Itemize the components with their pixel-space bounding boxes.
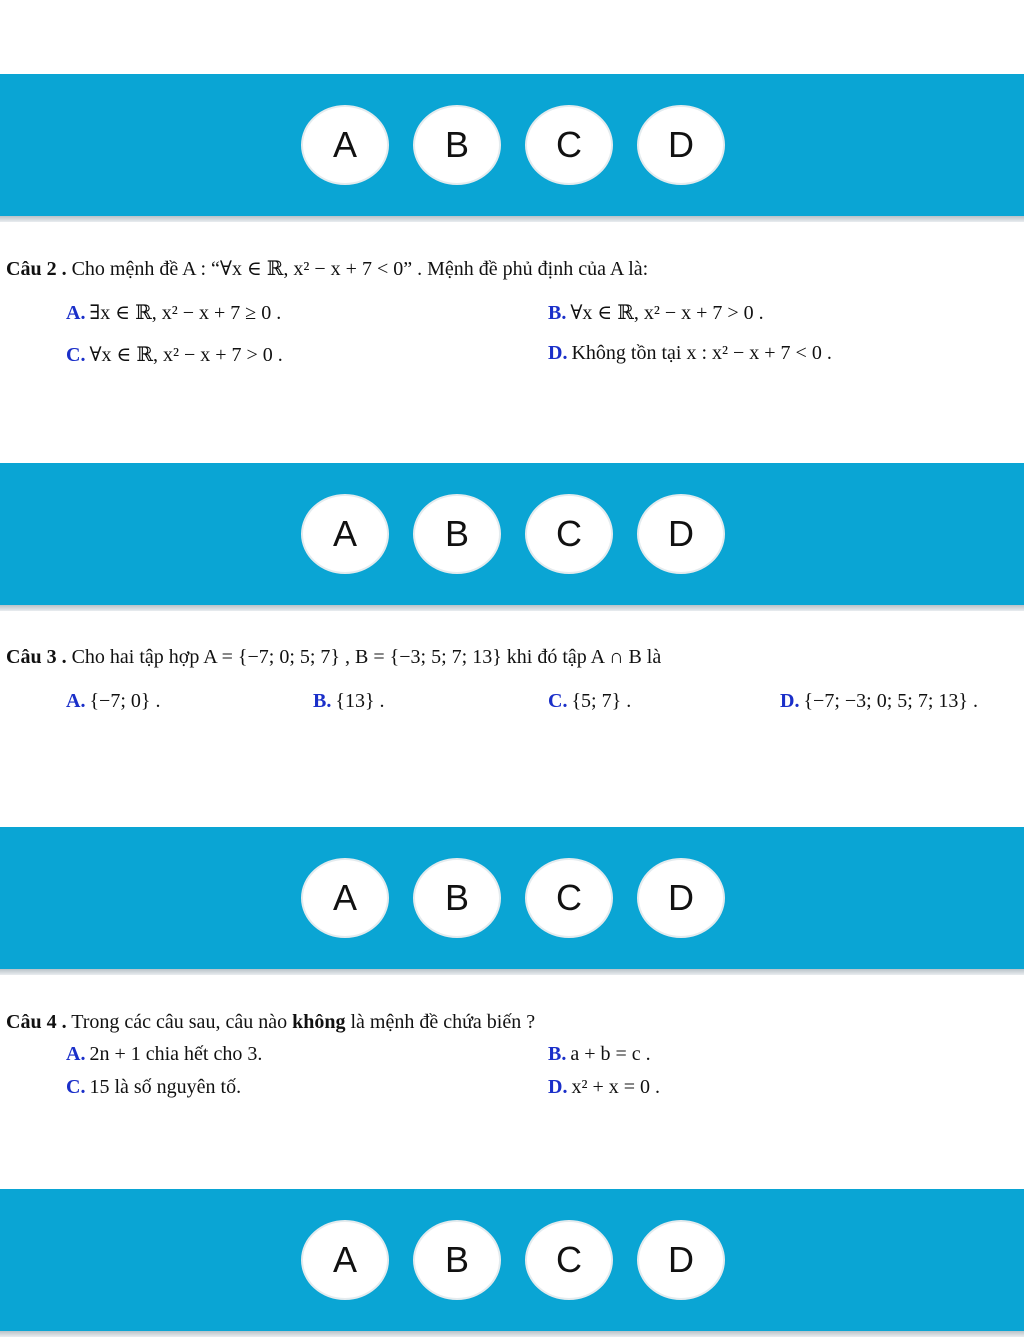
option-c[interactable]	[66, 342, 283, 367]
choice-b-button[interactable]: B	[413, 858, 501, 938]
option-letter: B.	[313, 690, 332, 712]
choice-a-button[interactable]: A	[301, 494, 389, 574]
option-letter: D.	[548, 1076, 568, 1098]
choice-b-button[interactable]: B	[413, 1220, 501, 1300]
answer-band-3	[0, 827, 1024, 969]
question-3-stem	[6, 646, 661, 669]
option-letter: A.	[66, 302, 86, 324]
option-d[interactable]	[548, 342, 832, 365]
question-2-stem	[6, 256, 648, 281]
choice-b-button[interactable]: B	[413, 105, 501, 185]
question-text-before: Trong các câu sau, câu nào	[71, 1011, 293, 1033]
choice-d-button[interactable]: D	[637, 494, 725, 574]
option-text: ∀x ∈ ℝ, x² − x + 7 > 0 .	[570, 302, 764, 324]
question-text: Cho mệnh đề A : “∀x ∈ ℝ, x² − x + 7 < 0” . Mệnh đề phủ định của A là:	[71, 258, 649, 280]
option-letter: B.	[548, 302, 567, 324]
question-number: Câu 2 .	[6, 258, 67, 280]
option-letter: B.	[548, 1043, 567, 1065]
choice-d-button[interactable]: D	[637, 105, 725, 185]
option-text: {13} .	[335, 690, 385, 712]
option-c[interactable]	[548, 690, 631, 713]
option-text: 2n + 1 chia hết cho 3.	[89, 1043, 263, 1065]
choice-c-button[interactable]: C	[525, 105, 613, 185]
option-text: {−7; 0} .	[89, 690, 161, 712]
question-text-after: là mệnh đề chứa biến ?	[345, 1011, 536, 1033]
question-number: Câu 4 .	[6, 1011, 67, 1033]
option-text: Không tồn tại x : x² − x + 7 < 0 .	[571, 342, 832, 364]
choice-a-button[interactable]: A	[301, 105, 389, 185]
question-keyword: không	[292, 1011, 346, 1033]
option-text: ∃x ∈ ℝ, x² − x + 7 ≥ 0 .	[89, 302, 282, 324]
option-b[interactable]	[548, 1043, 651, 1066]
option-text: 15 là số nguyên tố.	[89, 1076, 242, 1098]
choice-b-button[interactable]: B	[413, 494, 501, 574]
option-letter: D.	[548, 342, 568, 364]
option-d[interactable]	[780, 690, 978, 713]
option-a[interactable]	[66, 1043, 262, 1066]
option-letter: C.	[66, 344, 86, 366]
option-c[interactable]	[66, 1076, 241, 1099]
option-text: a + b = c .	[570, 1043, 651, 1065]
option-letter: C.	[66, 1076, 86, 1098]
option-text: {−7; −3; 0; 5; 7; 13} .	[803, 690, 978, 712]
option-text: ∀x ∈ ℝ, x² − x + 7 > 0 .	[89, 344, 283, 366]
option-text: {5; 7} .	[571, 690, 632, 712]
option-text: x² + x = 0 .	[571, 1076, 661, 1098]
choice-c-button[interactable]: C	[525, 1220, 613, 1300]
choice-c-button[interactable]: C	[525, 858, 613, 938]
answer-band-4	[0, 1189, 1024, 1331]
option-a[interactable]	[66, 300, 281, 325]
question-number: Câu 3 .	[6, 646, 67, 668]
option-letter: A.	[66, 1043, 86, 1065]
choice-d-button[interactable]: D	[637, 1220, 725, 1300]
answer-band-1	[0, 74, 1024, 216]
choice-a-button[interactable]: A	[301, 858, 389, 938]
answer-band-2	[0, 463, 1024, 605]
option-a[interactable]	[66, 690, 161, 713]
question-text: Cho hai tập hợp A = {−7; 0; 5; 7} , B = {−3; 5; 7; 13} khi đó tập A ∩ B là	[71, 646, 662, 668]
option-b[interactable]	[548, 300, 764, 325]
option-letter: C.	[548, 690, 568, 712]
option-letter: A.	[66, 690, 86, 712]
option-b[interactable]	[313, 690, 385, 713]
option-letter: D.	[780, 690, 800, 712]
option-d[interactable]	[548, 1076, 660, 1099]
question-4-stem	[6, 1011, 535, 1034]
choice-a-button[interactable]: A	[301, 1220, 389, 1300]
choice-c-button[interactable]: C	[525, 494, 613, 574]
choice-d-button[interactable]: D	[637, 858, 725, 938]
